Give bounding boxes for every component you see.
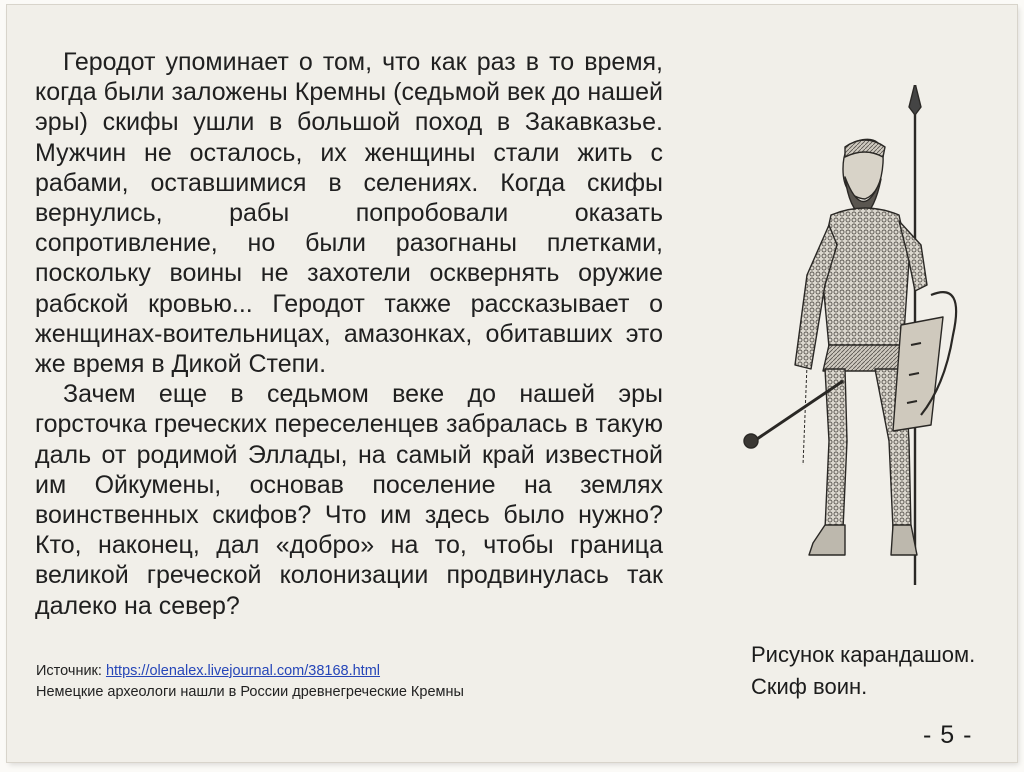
source-title: Немецкие археологи нашли в России древнегреческие Кремны xyxy=(36,684,464,700)
source-label: Источник: xyxy=(36,663,106,679)
paragraph-question: Зачем еще в седьмом веке до нашей эры горсточка греческих переселенцев забралась в такую даль от родимой Эллады, на самый край известной им Ойкумены, основав поселение на землях воинственных скифов? Что им здесь было нужно? Кто, наконец, дал «добро» на то, чтобы граница великой греческой колонизации продвинулась так далеко на север? xyxy=(35,380,663,620)
slide xyxy=(7,5,1017,762)
source-block xyxy=(36,661,596,703)
paragraph-herodotus: Геродот упоминает о том, что как раз в то время, когда были заложены Кремны (седьмой век до нашей эры) скифы ушли в большой поход в Закавказье. Мужчин не осталось, их женщины стали жить с рабами, оставшимися в селениях. Когда скифы вернулись, рабы попробовали оказать сопротивление, но были разогнаны плетками, поскольку воины не захотели осквернять оружие рабской кровью... Геродот также рассказывает о женщинах-воительницах, амазонках, обитавших это же время в Дикой Степи. xyxy=(35,48,663,379)
caption-line-2: Скиф воин. xyxy=(751,674,868,699)
caption-line-1: Рисунок карандашом. xyxy=(751,642,976,667)
source-link[interactable]: https://olenalex.livejournal.com/38168.html xyxy=(105,663,381,679)
source-line xyxy=(36,661,596,682)
main-text xyxy=(35,47,663,621)
page-number: - 5 - xyxy=(923,721,973,749)
scythian-warrior-drawing xyxy=(725,85,965,597)
figure-caption xyxy=(751,639,1021,703)
